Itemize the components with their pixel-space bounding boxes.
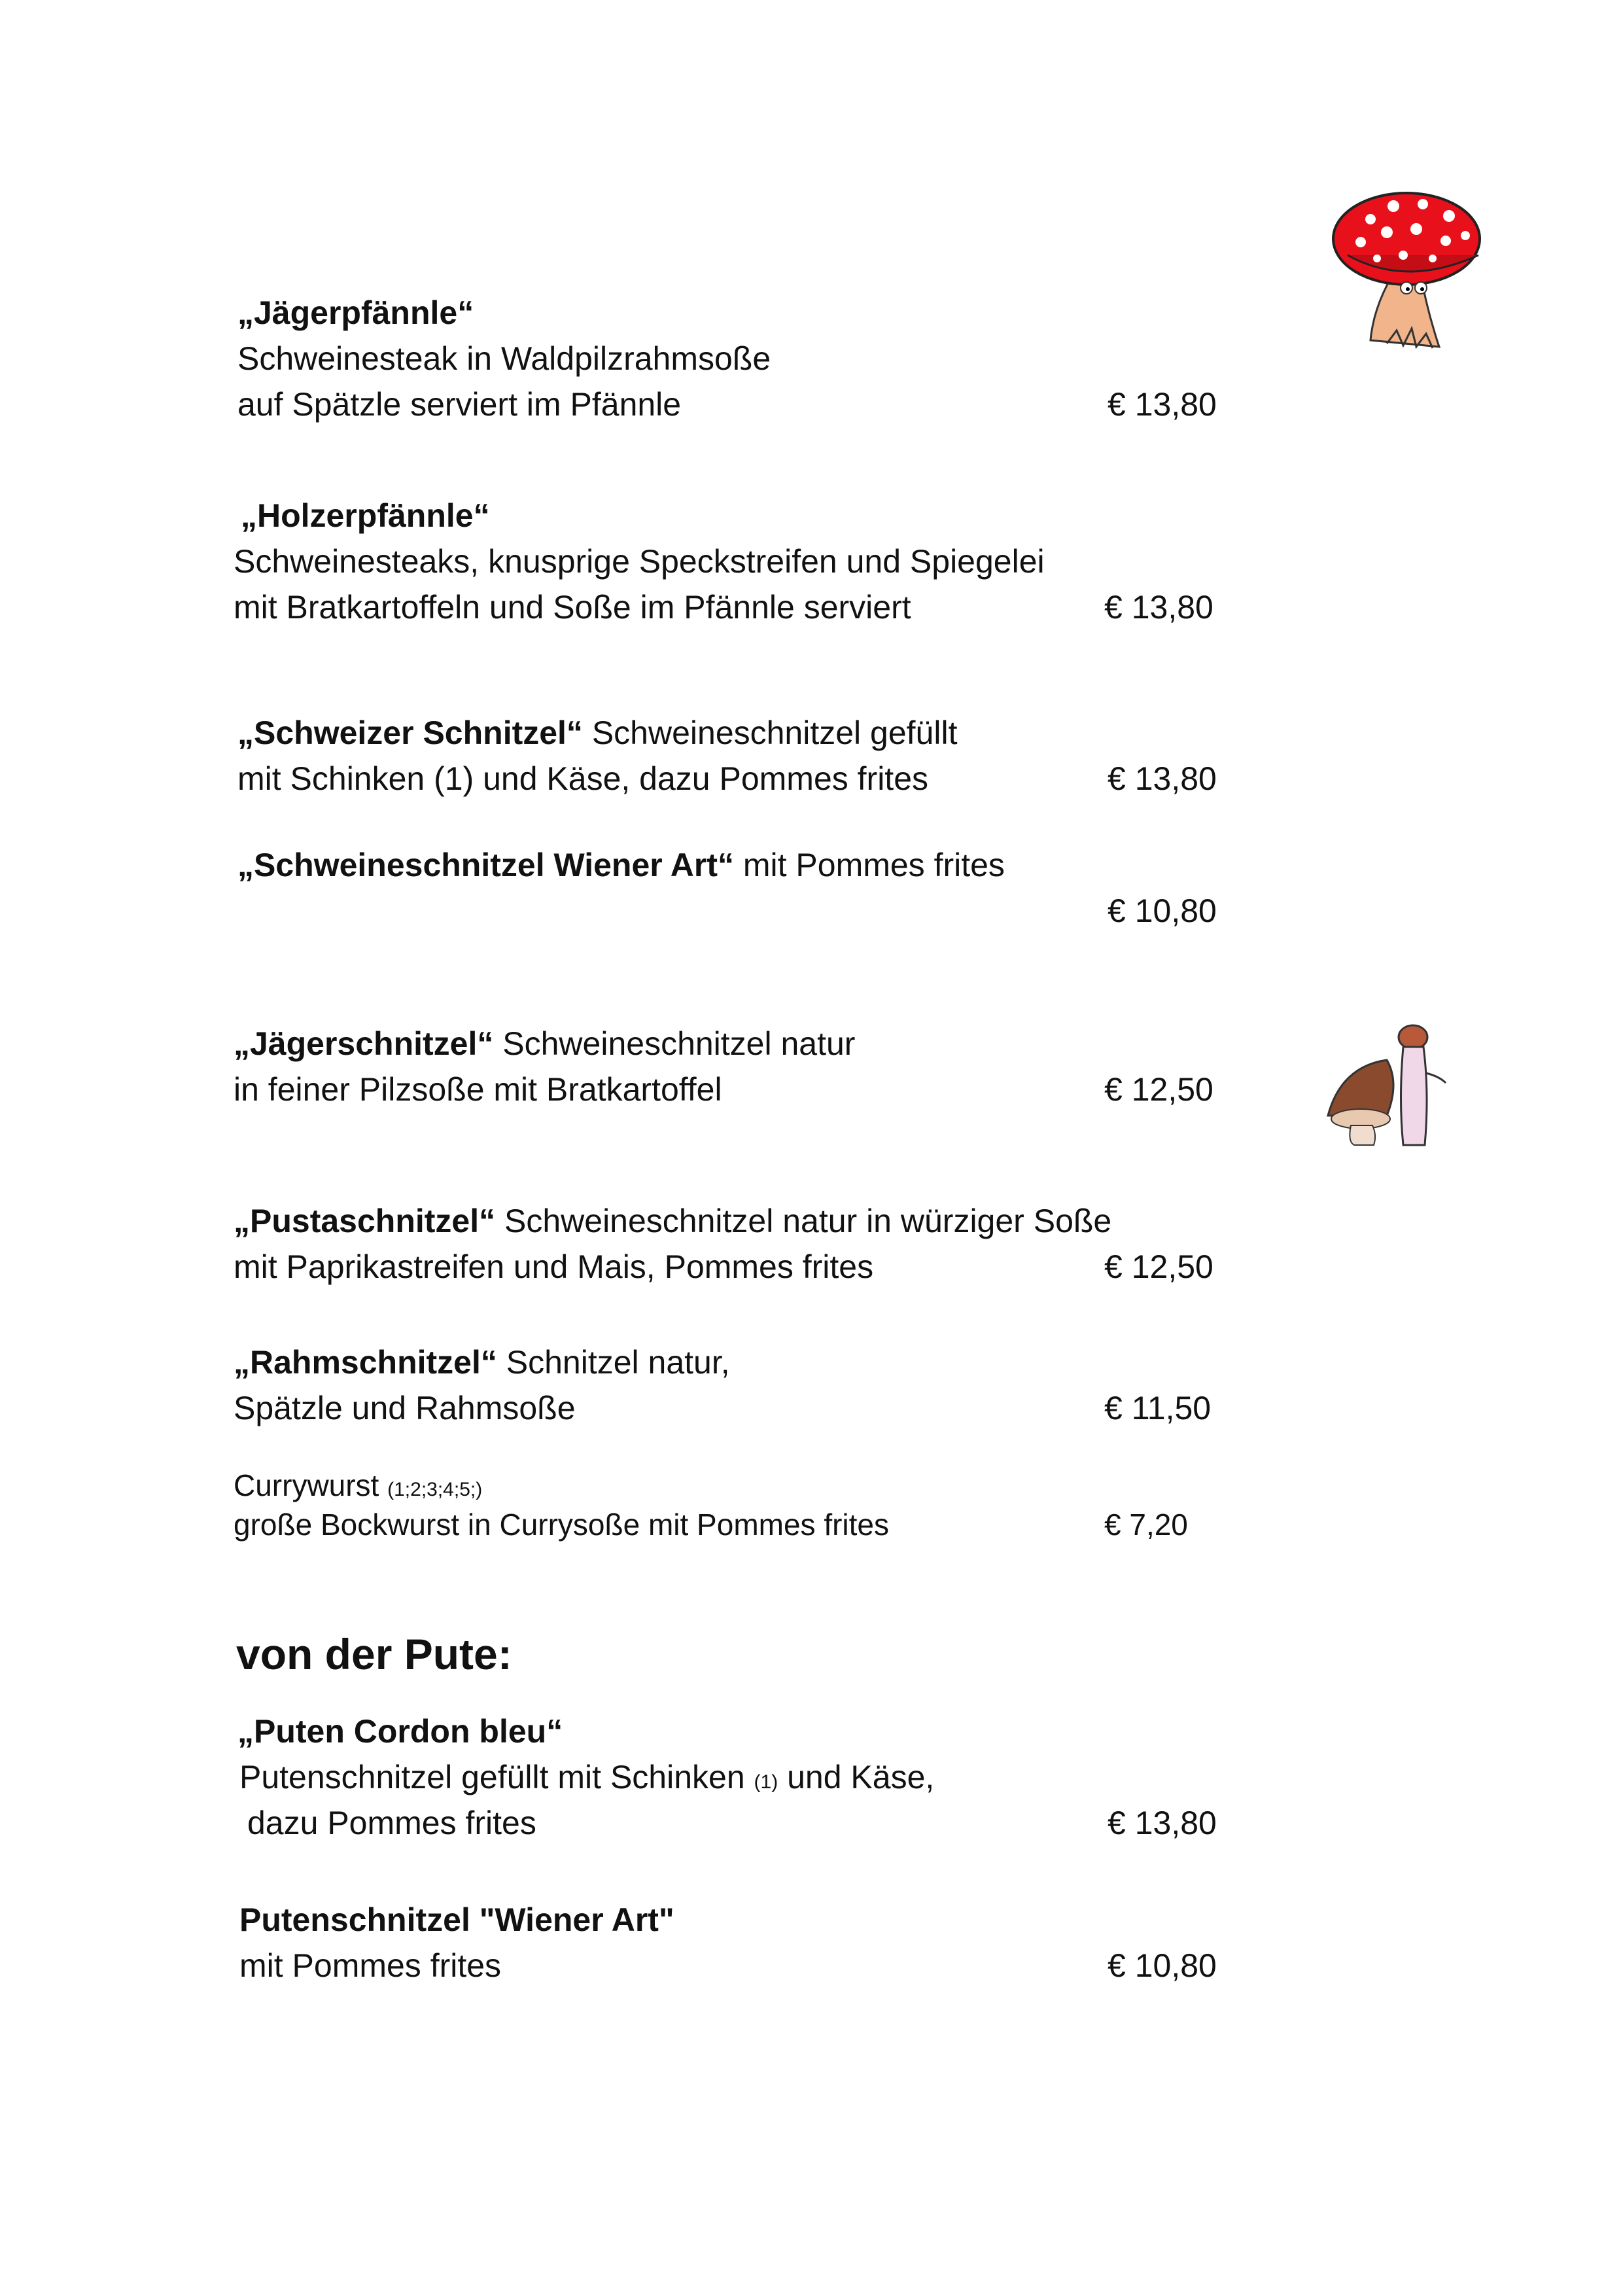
item-description: mit Pommes frites [239, 1947, 502, 1984]
item-description: mit Bratkartoffeln und Soße im Pfännle serviert [234, 589, 911, 626]
item-description: Spätzle und Rahmsoße [234, 1390, 576, 1426]
item-description: dazu Pommes frites [247, 1805, 536, 1841]
item-description: mit Schinken (1) und Käse, dazu Pommes frites [237, 760, 929, 797]
item-line [234, 1024, 855, 1063]
item-description: Schweineschnitzel gefüllt [582, 715, 958, 751]
item-description: und Käse, [778, 1759, 935, 1795]
item-line [234, 1343, 730, 1382]
item-line [239, 1757, 934, 1802]
item-price: € 13,80 [1104, 589, 1213, 626]
item-price: € 13,80 [1108, 760, 1217, 797]
item-description: Putenschnitzel gefüllt mit Schinken [239, 1759, 745, 1795]
item-price: € 13,80 [1108, 386, 1217, 423]
brown-mushrooms-icon [1321, 1021, 1472, 1152]
item-price: € 12,50 [1104, 1071, 1213, 1108]
item-line [234, 1201, 1111, 1241]
section-heading: von der Pute: [236, 1630, 512, 1678]
item-price: € 13,80 [1108, 1805, 1217, 1841]
item-name: „Holzerpfännle“ [241, 497, 490, 534]
item-name: „Pustaschnitzel“ [234, 1203, 496, 1239]
item-description: Schnitzel natur, [497, 1344, 730, 1381]
item-price: € 11,50 [1104, 1390, 1212, 1426]
item-description: mit Paprikastreifen und Mais, Pommes frites [234, 1248, 874, 1285]
item-name: „Schweizer Schnitzel“ [237, 715, 583, 751]
item-description: mit Pommes frites [733, 847, 1005, 883]
allergen-note: (1) [754, 1771, 778, 1793]
item-name: „Jägerschnitzel“ [234, 1025, 494, 1062]
item-name: „Puten Cordon bleu“ [237, 1713, 563, 1750]
item-description: Schweinesteaks, knusprige Speckstreifen und Spiegelei [234, 543, 1045, 580]
item-description: Schweineschnitzel natur [493, 1025, 856, 1062]
item-name: Currywurst [234, 1468, 379, 1502]
item-name: „Rahmschnitzel“ [234, 1344, 497, 1381]
item-name: Putenschnitzel "Wiener Art" [239, 1901, 674, 1938]
item-price: € 10,80 [1108, 1947, 1217, 1984]
item-line [237, 713, 957, 752]
item-description: große Bockwurst in Currysoße mit Pommes frites [234, 1508, 890, 1542]
item-description: Schweineschnitzel natur in würziger Soße [495, 1203, 1112, 1239]
allergen-note: (1;2;3;4;5;) [387, 1479, 483, 1500]
fly-agaric-mushroom-icon [1335, 190, 1492, 360]
item-description: auf Spätzle serviert im Pfännle [237, 386, 682, 423]
item-name: „Jägerpfännle“ [237, 294, 474, 331]
item-price: € 7,20 [1104, 1508, 1188, 1542]
item-description: in feiner Pilzsoße mit Bratkartoffel [234, 1071, 722, 1108]
item-line [234, 1466, 482, 1510]
item-price: € 10,80 [1108, 892, 1217, 929]
item-line [237, 845, 1005, 885]
item-description: Schweinesteak in Waldpilzrahmsoße [237, 340, 771, 377]
item-name: „Schweineschnitzel Wiener Art“ [237, 847, 734, 883]
item-price: € 12,50 [1104, 1248, 1213, 1285]
